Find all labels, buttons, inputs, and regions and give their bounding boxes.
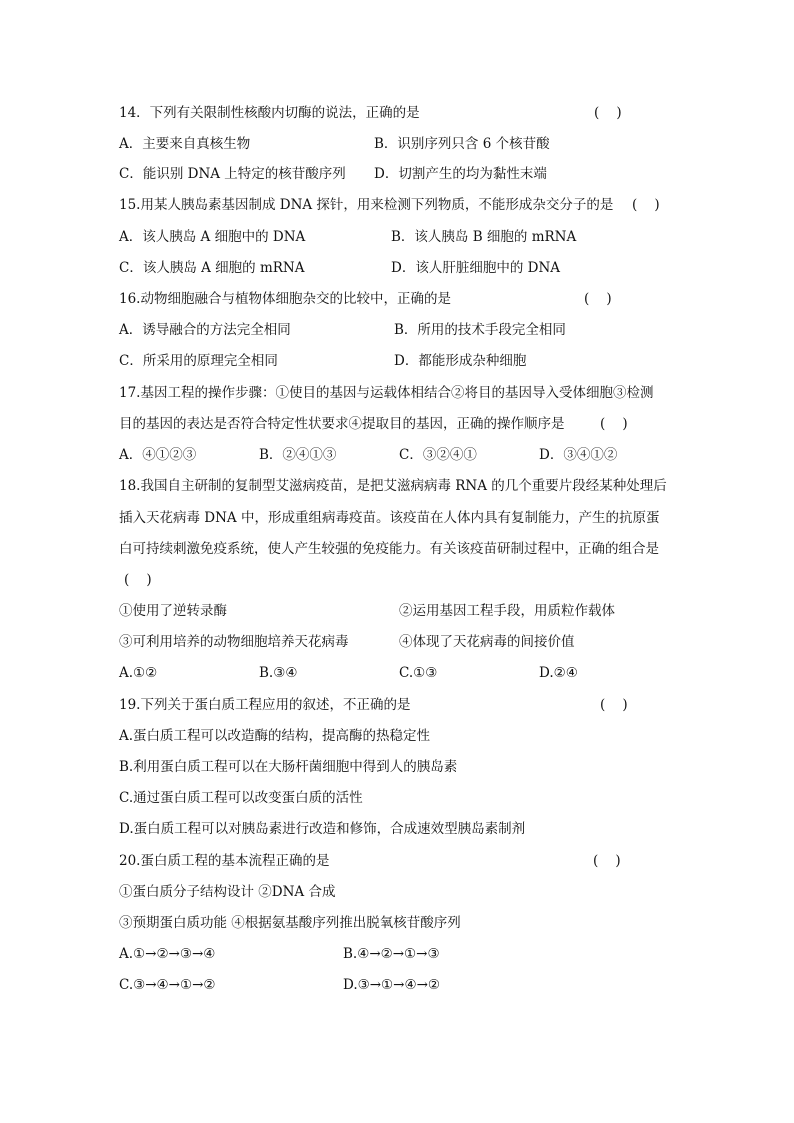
q18-statement-1: ①使用了逆转录酶 bbox=[119, 603, 227, 619]
q17-option-a: A．④①②③ bbox=[119, 447, 197, 463]
q20-option-a: A.①→②→③→④ bbox=[119, 946, 216, 962]
q18-statement-2: ②运用基因工程手段，用质粒作载体 bbox=[399, 603, 615, 619]
q19-option-a: A.蛋白质工程可以改造酶的结构，提高酶的热稳定性 bbox=[119, 728, 431, 744]
q18-answer-bracket: ( ) bbox=[124, 572, 152, 588]
q15-option-b: B．该人胰岛 B 细胞的 mRNA bbox=[391, 229, 577, 245]
q19-stem: 19.下列关于蛋白质工程应用的叙述，不正确的是 bbox=[119, 697, 411, 713]
q18-stem-line2: 插入天花病毒 DNA 中，形成重组病毒疫苗。该疫苗在人体内具有复制能力，产生的抗原蛋 bbox=[119, 510, 660, 526]
q17-stem-line1: 17.基因工程的操作步骤：①使目的基因与运载体相结合②将目的基因导入受体细胞③检测 bbox=[119, 385, 654, 401]
q18-option-c: C.①③ bbox=[399, 665, 438, 681]
q19-option-c: C.通过蛋白质工程可以改变蛋白质的活性 bbox=[119, 790, 363, 806]
q16-stem: 16.动物细胞融合与植物体细胞杂交的比较中，正确的是 bbox=[119, 291, 451, 307]
q16-option-a: A．诱导融合的方法完全相同 bbox=[119, 322, 291, 338]
q17-stem-line2: 目的基因的表达是否符合特定性状要求④提取目的基因，正确的操作顺序是 bbox=[119, 416, 565, 432]
q18-statement-4: ④体现了天花病毒的间接价值 bbox=[399, 634, 575, 650]
q18-option-d: D.②④ bbox=[539, 665, 578, 681]
q18-statement-3: ③可利用培养的动物细胞培养天花病毒 bbox=[119, 634, 349, 650]
q16-option-c: C．所采用的原理完全相同 bbox=[119, 353, 278, 369]
q19-answer-bracket: ( ) bbox=[600, 697, 628, 713]
q15-stem: 15.用某人胰岛素基因制成 DNA 探针，用来检测下列物质，不能形成杂交分子的是 bbox=[119, 197, 614, 213]
q14-answer-bracket: ( ) bbox=[594, 105, 622, 121]
q19-option-b: B.利用蛋白质工程可以在大肠杆菌细胞中得到人的胰岛素 bbox=[119, 759, 458, 775]
q17-option-b: B．②④①③ bbox=[259, 447, 337, 463]
q14-stem: 14．下列有关限制性核酸内切酶的说法，正确的是 bbox=[119, 105, 420, 121]
q14-option-a: A．主要来自真核生物 bbox=[119, 136, 251, 152]
q15-answer-bracket: ( ) bbox=[632, 197, 660, 213]
q15-option-d: D．该人肝脏细胞中的 DNA bbox=[391, 260, 561, 276]
q17-option-c: C．③②④① bbox=[399, 447, 477, 463]
q20-option-d: D.③→①→④→② bbox=[343, 977, 440, 993]
q17-answer-bracket: ( ) bbox=[600, 416, 628, 432]
q16-answer-bracket: ( ) bbox=[584, 291, 612, 307]
q14-option-d: D．切割产生的均为黏性末端 bbox=[374, 166, 547, 182]
q18-stem-line1: 18.我国自主研制的复制型艾滋病疫苗，是把艾滋病病毒 RNA 的几个重要片段经某种处理后 bbox=[119, 478, 667, 494]
q18-option-b: B.③④ bbox=[259, 665, 298, 681]
q20-statements-1-2: ①蛋白质分子结构设计 ②DNA 合成 bbox=[119, 884, 336, 900]
q17-option-d: D．③④①② bbox=[539, 447, 618, 463]
q16-option-b: B．所用的技术手段完全相同 bbox=[394, 322, 566, 338]
q14-option-b: B．识别序列只含 6 个核苷酸 bbox=[374, 136, 550, 152]
q16-option-d: D．都能形成杂种细胞 bbox=[394, 353, 527, 369]
q14-option-c: C．能识别 DNA 上特定的核苷酸序列 bbox=[119, 166, 346, 182]
q20-statements-3-4: ③预期蛋白质功能 ④根据氨基酸序列推出脱氧核苷酸序列 bbox=[119, 915, 461, 931]
q15-option-c: C．该人胰岛 A 细胞的 mRNA bbox=[119, 260, 305, 276]
q20-option-b: B.④→②→①→③ bbox=[343, 946, 440, 962]
q20-answer-bracket: ( ) bbox=[593, 853, 621, 869]
q18-option-a: A.①② bbox=[119, 665, 158, 681]
q18-stem-line3: 白可持续刺激免疫系统，使人产生较强的免疫能力。有关该疫苗研制过程中，正确的组合是 bbox=[119, 541, 659, 557]
q19-option-d: D.蛋白质工程可以对胰岛素进行改造和修饰，合成速效型胰岛素制剂 bbox=[119, 821, 526, 837]
q15-option-a: A．该人胰岛 A 细胞中的 DNA bbox=[119, 229, 306, 245]
q20-option-c: C.③→④→①→② bbox=[119, 977, 216, 993]
q20-stem: 20.蛋白质工程的基本流程正确的是 bbox=[119, 853, 330, 869]
